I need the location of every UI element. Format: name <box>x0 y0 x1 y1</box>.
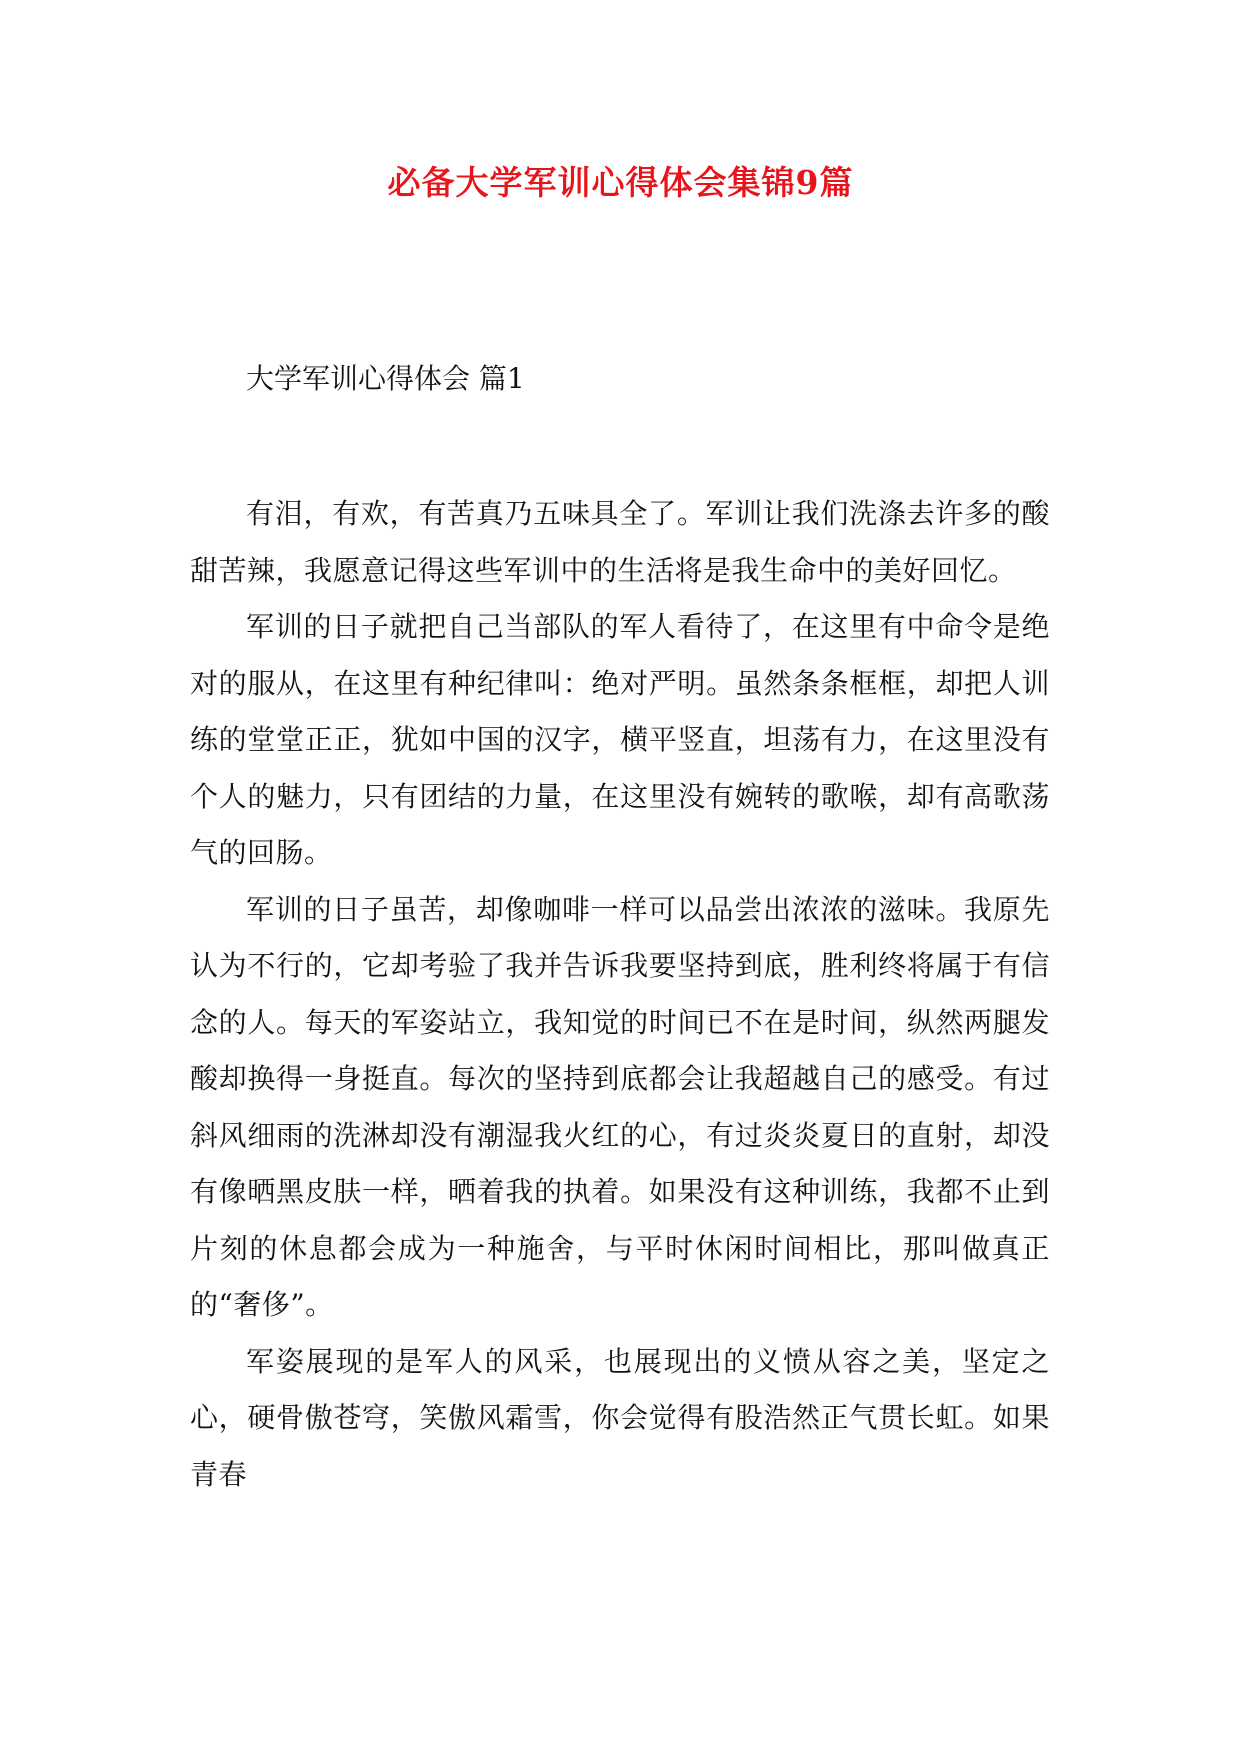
paragraph: 有泪，有欢，有苦真乃五味具全了。军训让我们洗涤去许多的酸甜苦辣，我愿意记得这些军训中的生活将是我生命中的美好回忆。 <box>190 497 1050 587</box>
paragraph: 军训的日子虽苦，却像咖啡一样可以品尝出浓浓的滋味。我原先认为不行的，它却考验了我并告诉我要坚持到底，胜利终将属于有信念的人。每天的军姿站立，我知觉的时间已不在是时间，纵然两腿发酸却换得一身挺直。每次的坚持到底都会让我超越自己的感受。有过斜风细雨的洗淋却没有潮湿我火红的心，有过炎炎夏日的直射，却没有像晒黑皮肤一样，晒着我的执着。如果没有这种训练，我都不止到片刻的休息都会成为一种施舍，与平时休闲时间相比，那叫做真正的“奢侈”。 <box>190 892 1050 1321</box>
document-title: 必备大学军训心得体会集锦9篇 <box>387 163 854 202</box>
paragraph: 军训的日子就把自己当部队的军人看待了，在这里有中命令是绝对的服从，在这里有种纪律叫：绝对严明。虽然条条框框，却把人训练的堂堂正正，犹如中国的汉字，横平竖直，坦荡有力，在这里没有个人的魅力，只有团结的力量，在这里没有婉转的歌喉，却有高歌荡气的回肠。 <box>190 610 1050 869</box>
section-heading: 大学军训心得体会 篇1 <box>246 362 525 395</box>
document-body <box>190 486 1050 1503</box>
paragraph: 军姿展现的是军人的风采，也展现出的义愤从容之美，坚定之心，硬骨傲苍穹，笑傲风霜雪，你会觉得有股浩然正气贯长虹。如果青春 <box>190 1344 1050 1491</box>
